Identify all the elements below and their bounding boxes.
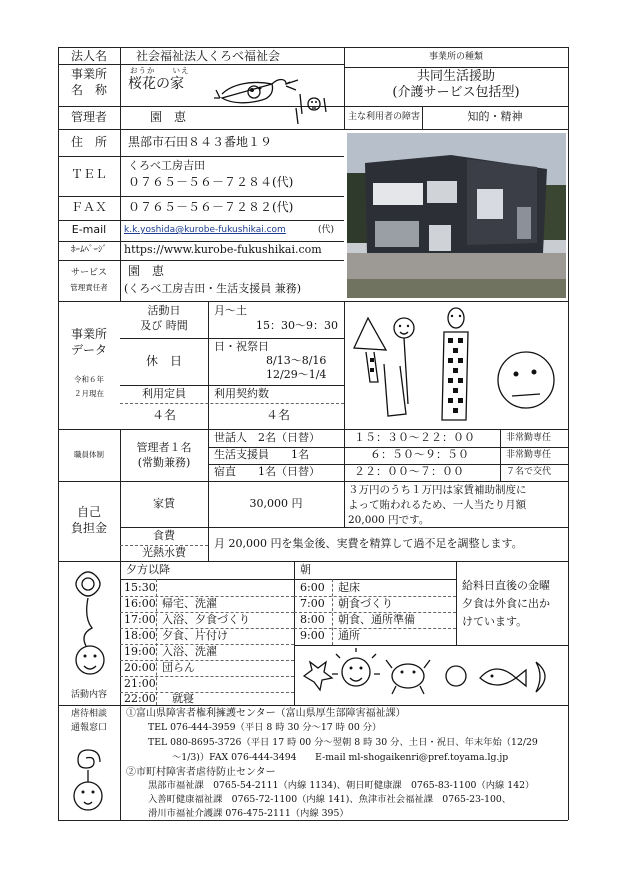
staff-manager-line2: (常勤兼務) — [137, 456, 191, 469]
office-type-line1: 共同生活援助 — [416, 69, 495, 84]
contract-value: ４名 — [266, 408, 291, 422]
address-value: 黒部市石田８４３番地１９ — [128, 135, 273, 149]
email-label: E-mail — [71, 223, 107, 236]
rent-value: 30,000 円 — [249, 497, 303, 510]
evening-time: 19:00 — [124, 645, 156, 658]
flower-doodle — [66, 568, 116, 686]
capacity-label: 利用定員 — [142, 387, 186, 400]
fax-label: ＦＡＸ — [70, 200, 107, 214]
staff-role: 世話人 2名（日替） — [214, 431, 320, 444]
morning-activity: 朝食、通所準備 — [338, 613, 415, 626]
abuse-contact-line: 黒部市福祉課 0765-54-2111（内線 1134)、朝日町健康課 0765-83-1100（内線 142） — [148, 780, 535, 791]
office-data-date-1: 令和６年 — [74, 375, 104, 384]
tel-label: ＴＥＬ — [70, 167, 107, 181]
evening-activity: 入浴、夕食づくり — [162, 613, 250, 626]
staff-label: 職員体制 — [74, 450, 104, 459]
office-data-label-2: データ — [70, 343, 107, 357]
holiday-1: 日・祝祭日 — [214, 340, 269, 353]
homepage-label: ﾎｰﾑﾍﾟｰｼﾞ — [70, 245, 107, 255]
abuse-center-municipal: ②市町村障害者虐待防止センター — [126, 767, 276, 778]
house-photo — [347, 133, 566, 298]
office-type-header: 事業所の種類 — [428, 52, 483, 62]
tel-line1: くろべ工房吉田 — [128, 159, 205, 172]
rent-label: 家賃 — [153, 497, 175, 510]
office-type-line2: (介護サービス包括型) — [392, 85, 520, 100]
capacity-value: ４名 — [151, 408, 176, 422]
abuse-contact-line: 入善町健康福祉課 0765-72-1100（内線 141)、魚津市社会福祉課 0765-23-100、 — [148, 794, 512, 805]
evening-activity: 夕食、片付け — [162, 629, 228, 642]
morning-time: 8:00 — [300, 613, 325, 626]
staff-manager-line1: 管理者１名 — [136, 441, 192, 454]
abuse-label-2: 通報窓口 — [70, 723, 107, 733]
staff-role: 宿直 1名（日替） — [214, 465, 320, 478]
disability-value: 知的・精神 — [467, 110, 523, 123]
evening-time: 16:00 — [124, 597, 156, 610]
morning-time: 7:00 — [300, 597, 325, 610]
evening-activity: 帰宅、洗濯 — [162, 597, 217, 610]
evening-header: 夕方以降 — [126, 563, 170, 576]
staff-role: 生活支援員 1名 — [214, 448, 309, 461]
holiday-2: 8/13～8/16 — [266, 354, 327, 367]
manager-label: 管理者 — [70, 110, 107, 124]
abuse-tel-night: TEL 080-8695-3726（平日 17 時 00 分～翌朝 8 時 30 分、土日・祝日、年末年始（12/29 — [148, 737, 538, 748]
evening-activity: 団らん — [162, 661, 195, 674]
doodle-figures — [348, 304, 566, 428]
disability-label: 主な利用者の障害 — [348, 112, 421, 122]
email-suffix: (代) — [318, 225, 335, 235]
service-mgr-label-2: 管理責任者 — [70, 283, 108, 292]
contract-label: 利用契約数 — [214, 387, 269, 400]
staff-note: 非常勤専任 — [506, 450, 552, 460]
address-label: 住 所 — [70, 135, 107, 149]
food-label: 食費 — [153, 529, 175, 542]
activity-days: 月～土 — [214, 304, 247, 317]
evening-activity: 入浴、洗濯 — [162, 645, 217, 658]
abuse-center-prefecture: ①富山県障害者権利擁護センター（富山県厚生部障害福祉課） — [126, 708, 406, 719]
staff-time: １５：３０～２２：００ — [354, 431, 475, 444]
evening-time: 21:00 — [124, 677, 156, 690]
corp-name: 社会福祉法人くろべ福祉会 — [136, 49, 281, 63]
office-label-1: 事業所 — [70, 67, 107, 81]
evening-time: 18:00 — [124, 629, 156, 642]
corp-label: 法人名 — [70, 49, 107, 63]
staff-time: ２２：００～７：００ — [354, 465, 464, 478]
abuse-fax-email: ～1/3)）FAX 076-444-3494 E-mail ml-shogaikenri@pref.toyama.lg.jp — [172, 752, 509, 763]
service-mgr-label-1: サービス — [70, 268, 107, 278]
cost-label-2: 負担金 — [70, 521, 107, 535]
email-link[interactable]: k.k.yoshida@kurobe-fukushikai.com — [124, 225, 286, 235]
schedule-label: 活動内容 — [70, 690, 107, 700]
schedule-note-1: 給料日直後の金曜 — [462, 579, 550, 592]
staff-note: ７名で交代 — [506, 467, 552, 477]
manager-name: 園 恵 — [150, 110, 187, 124]
office-data-date-2: ２月現在 — [74, 389, 104, 398]
staff-note: 非常勤専任 — [506, 433, 552, 443]
schedule-note-2: 夕食は外食に出か — [462, 597, 550, 610]
evening-time: 20:00 — [124, 661, 156, 674]
abuse-tel-weekday: TEL 076-444-3959（平日 8 時 30 分～17 時 00 分） — [148, 722, 382, 733]
rent-note-3: 20,000 円です。 — [348, 514, 430, 526]
service-mgr-role: (くろべ工房吉田・生活支援員 兼務) — [124, 282, 302, 295]
homepage-link[interactable]: https://www.kurobe-fukushikai.com — [124, 243, 322, 256]
abuse-contact-line: 滑川市福祉介護課 076-475-2111（内線 395） — [148, 808, 349, 819]
activity-label-1: 活動日 — [147, 304, 181, 317]
office-label-2: 名 称 — [70, 83, 107, 97]
morning-header: 朝 — [300, 563, 311, 576]
cost-label-1: 自己 — [76, 505, 101, 519]
office-data-label-1: 事業所 — [70, 327, 107, 341]
holiday-label: 休 日 — [145, 354, 182, 368]
utility-label: 光熱水費 — [142, 546, 186, 559]
activity-label-2: 及び 時間 — [140, 319, 188, 332]
morning-activity: 朝食づくり — [338, 597, 393, 610]
schedule-note-3: けています。 — [462, 615, 528, 628]
holiday-3: 12/29～1/4 — [266, 368, 327, 381]
tel-number: ０７６５－５６－７２８４(代) — [128, 175, 294, 189]
cost-other-note: 月 20,000 円を集金後、実費を精算して過不足を調整します。 — [214, 537, 523, 550]
office-name-ruby: おうか いえ — [130, 66, 190, 75]
spiral-face-doodle — [66, 744, 112, 816]
fax-number: ０７６５－５６－７２８２(代) — [128, 200, 294, 214]
evening-time: 17:00 — [124, 613, 156, 626]
staff-time: ６：５０～９：５０ — [370, 448, 469, 461]
morning-activity: 通所 — [338, 629, 360, 642]
abuse-label-1: 虐待相談 — [70, 709, 107, 719]
office-name: 桜花の家 — [128, 76, 184, 92]
rent-note-2: よって賄われるため、一人当たり月額 — [348, 499, 527, 511]
activity-hours: 15：30～9：30 — [256, 319, 338, 332]
flying-figure-illustration — [212, 68, 338, 130]
sea-creatures-doodle — [300, 648, 562, 702]
evening-activity: 就寝 — [172, 692, 194, 705]
service-mgr-name: 園 恵 — [128, 264, 165, 278]
morning-time: 6:00 — [300, 581, 325, 594]
rent-note-1: ３万円のうち１万円は家賃補助制度に — [348, 484, 527, 496]
morning-activity: 起床 — [338, 581, 360, 594]
evening-time: 22:00 — [124, 692, 156, 705]
evening-time: 15:30 — [124, 581, 156, 594]
morning-time: 9:00 — [300, 629, 325, 642]
